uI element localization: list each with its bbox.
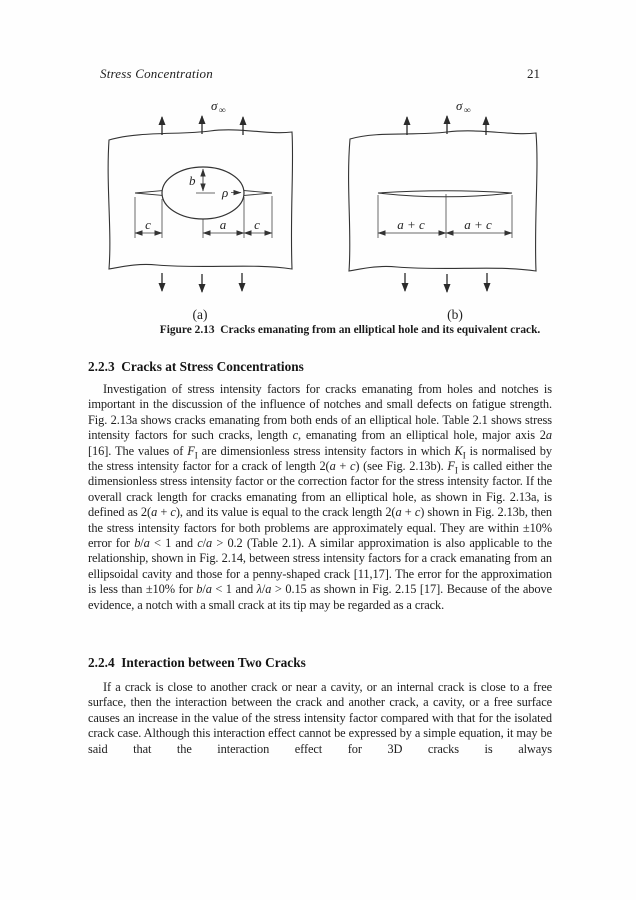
sigma-infinity-sub-a: ∞ — [219, 106, 226, 116]
sigma-infinity-label-b: σ — [456, 98, 463, 113]
label-rho: ρ — [222, 185, 229, 200]
label-c-right: c — [254, 217, 260, 232]
section-heading-2-2-3: 2.2.3 Cracks at Stress Concentrations — [88, 359, 304, 374]
paragraph-2-2-4: If a crack is close to another crack or near a cavity, or an internal crack is close to a free surface, then the interaction between the crack and another crack, a cavity, or a free surface causes an increase in the value of the stress intensity factor compared with that for the isolated crack case. Although this interaction effect cannot be expressed by a simple equation, it may be said that the interaction effect for 3D cracks is always — [88, 680, 552, 756]
label-ac-right: a + c — [464, 217, 492, 232]
running-title: Stress Concentration — [100, 66, 213, 81]
plate-b-outline — [349, 131, 537, 271]
sigma-infinity-sub-b: ∞ — [464, 106, 471, 116]
tension-arrows-bottom-b — [405, 273, 487, 292]
panel-b — [349, 98, 537, 322]
tension-arrows-bottom-a — [162, 273, 242, 292]
tension-arrows-top-a — [162, 116, 243, 135]
label-b: b — [189, 173, 196, 188]
figure-2-13 — [85, 90, 555, 330]
tension-arrows-top-b — [407, 116, 486, 135]
panel-b-tag: (b) — [447, 307, 463, 322]
sigma-infinity-label-a: σ — [211, 98, 218, 113]
section-heading-2-2-4: 2.2.4 Interaction between Two Cracks — [88, 655, 306, 670]
figure-caption: Figure 2.13 Cracks emanating from an elliptical hole and its equivalent crack. — [159, 324, 541, 336]
paragraph-2-2-3: Investigation of stress intensity factors for cracks emanating from holes and notches is important in the discussion of the influence of notches and small defects on fatigue strength. Fig. 2.13a shows cracks emanating from both ends of an elliptical hole. Table 2.1 shows stress intensity factors for such cracks, length c, emanating from an elliptical hole, major axis 2a [16]. The values of $F_I$ are dimensionless stress intensity factors in which $K_I$ is normalised by the stress intensity factor for a crack of length 2(a + c) (see Fig. 2.13b). $F_I$ is called either the dimensionless stress intensity factor or the correction factor for the stress intensity factor. If the overall crack length for cracks emanating from an elliptical hole, as shown in Fig. 2.13a, is defined as 2(a + c), and its value is equal to the crack length 2(a + c) shown in Fig. 2.13b, then the stress intensity factors for both problems are approximately equal. They are within ±10% error for b/a < 1 and c/a > 0.2 (Table 2.1). A similar approximation is also applicable to the relationship, shown in Fig. 2.14, between stress intensity factors for a crack emanating from an ellipsoidal cavity and those for a penny-shaped crack [11,17]. The error for the approximation is less than ±10% for b/a < 1 and λ/a > 0.15 as shown in Fig. 2.15 [17]. Because of the above evidence, a notch with a small crack at its tip may be regarded as a crack. — [88, 382, 553, 612]
page-number: 21 — [527, 66, 540, 81]
panel-a-tag: (a) — [192, 307, 208, 322]
page-header — [100, 66, 540, 82]
label-a: a — [219, 217, 227, 232]
crack-right — [240, 190, 272, 196]
equivalent-crack-slit — [378, 191, 512, 197]
panel-a — [108, 98, 292, 322]
label-ac-left: a + c — [397, 217, 425, 232]
label-c-left: c — [145, 217, 151, 232]
